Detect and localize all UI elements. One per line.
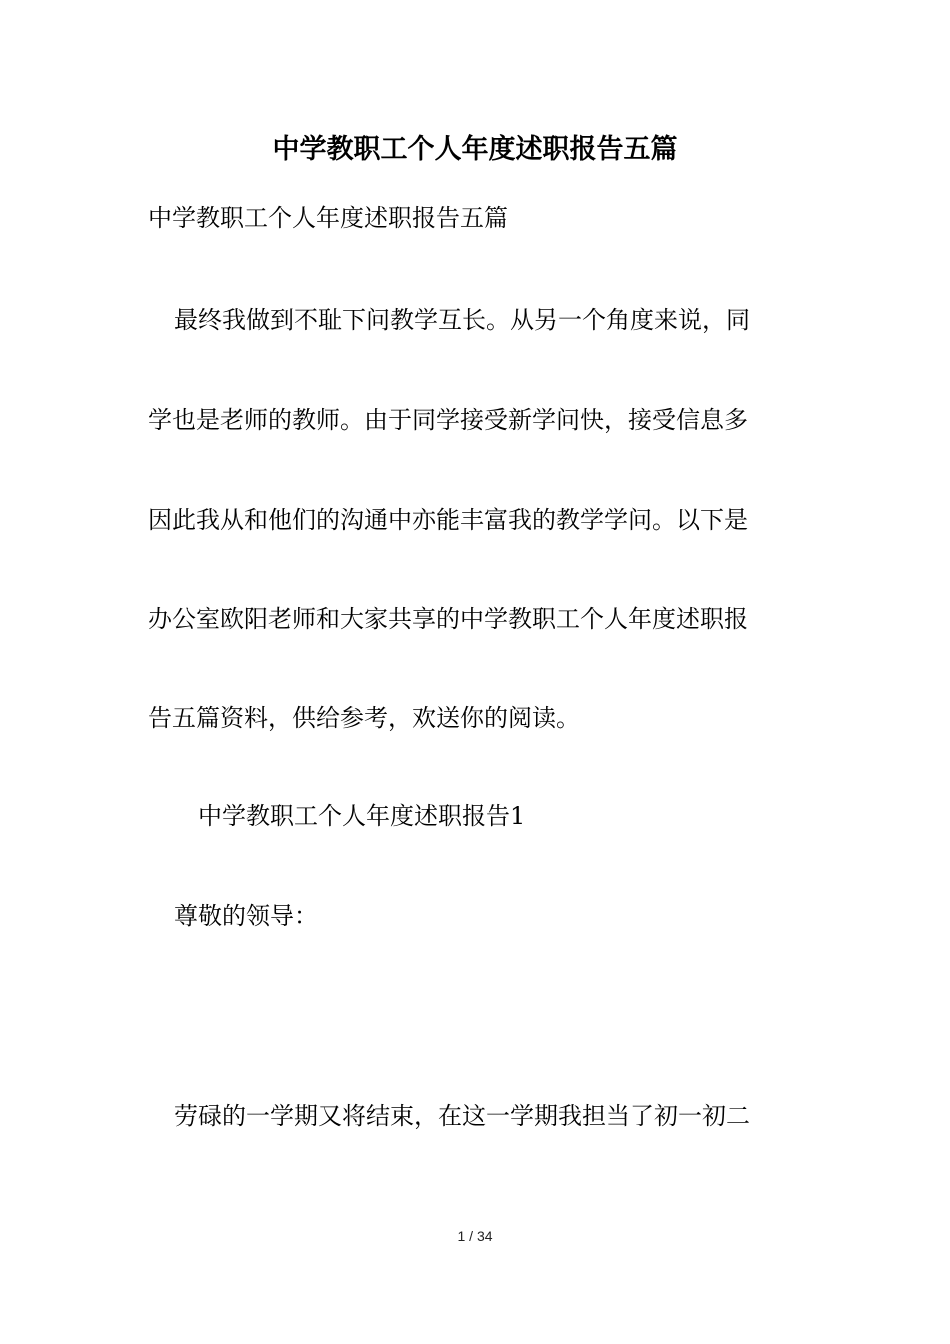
document-title: 中学教职工个人年度述职报告五篇 xyxy=(272,134,678,165)
intro-line-3: 因此我从和他们的沟通中亦能丰富我的教学学问。以下是 xyxy=(148,506,748,534)
body-line: 劳碌的一学期又将结束，在这一学期我担当了初一初二 xyxy=(174,1102,750,1130)
intro-line-1: 最终我做到不耻下问教学互长。从另一个角度来说，同 xyxy=(174,306,750,334)
intro-line-4: 办公室欧阳老师和大家共享的中学教职工个人年度述职报 xyxy=(148,605,748,633)
intro-line-5: 告五篇资料，供给参考，欢送你的阅读。 xyxy=(148,704,580,732)
page-indicator: 1 / 34 xyxy=(457,1228,493,1244)
document-subtitle: 中学教职工个人年度述职报告五篇 xyxy=(148,204,508,232)
salutation: 尊敬的领导： xyxy=(174,902,318,930)
intro-line-2: 学也是老师的教师。由于同学接受新学问快，接受信息多 xyxy=(148,406,748,434)
section-heading: 中学教职工个人年度述职报告1 xyxy=(198,802,526,830)
